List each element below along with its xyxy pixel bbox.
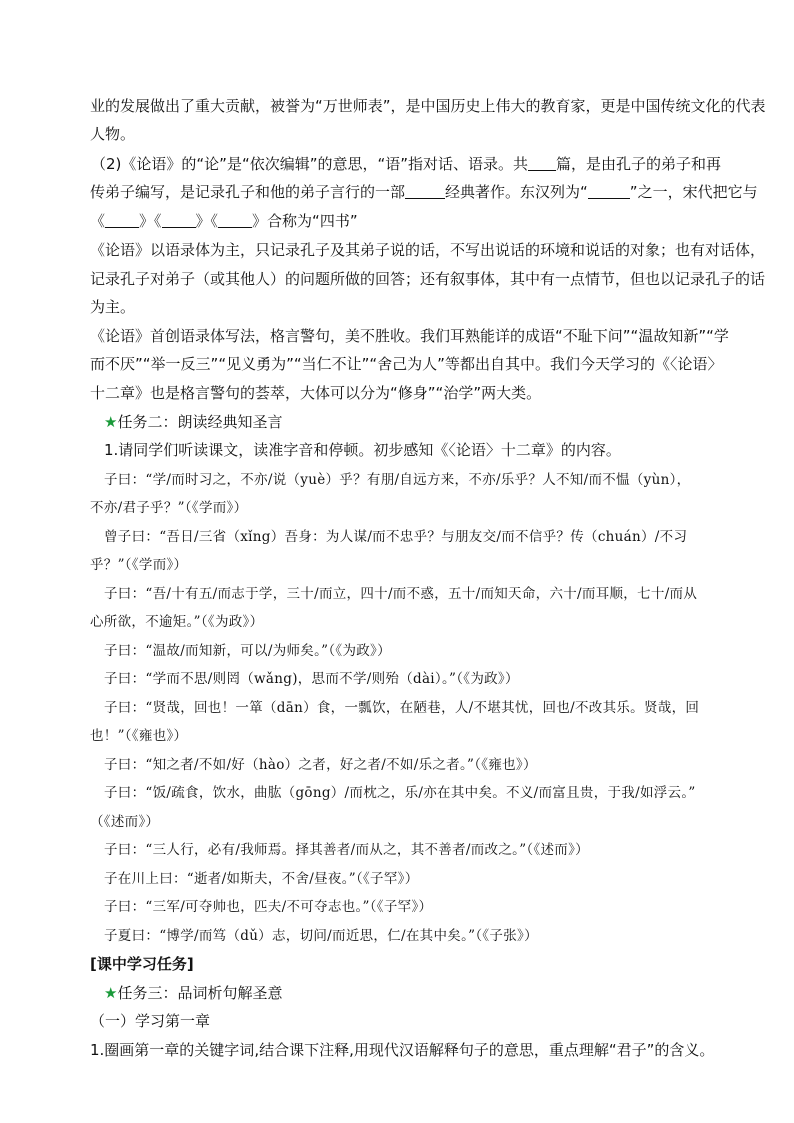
intro-p4-line1: 《论语》首创语录体写法，格言警句，美不胜收。我们耳熟能详的成语“不耻下问”“温故知新”“学 xyxy=(90,327,729,345)
task3-heading xyxy=(104,983,282,1003)
fill-blank[interactable] xyxy=(162,212,196,228)
quote-3-line1: 子曰：“吾/十有五/而志于学，三十/而立，四十/而不惑，五十/而知天命，六十/而耳顺，七十/而从 xyxy=(104,586,698,602)
quote-10: 子在川上曰：“逝者/如斯夫，不舍/昼夜。”（《子罕》） xyxy=(104,871,419,887)
p2-l1-text-b: 篇，是由孔子的弟子和再 xyxy=(556,155,722,173)
quote-3-line2: 心所欲，不逾矩。”（《为政》） xyxy=(90,614,264,630)
intro-p4-line3: 十二章》也是格言警句的荟萃，大体可以分为“修身”“治学”两大类。 xyxy=(90,384,542,402)
p2-l3-text-a: 《 xyxy=(90,212,106,230)
intro-p3-line2: 记录孔子对弟子（或其他人）的问题所做的回答；还有叙事体，其中有一点情节，但也以记录孔子的话 xyxy=(90,270,766,288)
quote-11: 子曰：“三军/可夺帅也，匹夫/不可夺志也。”（《子罕》） xyxy=(104,899,433,915)
quote-8-line2: （《述而》） xyxy=(90,814,160,830)
intro-p2-line1 xyxy=(91,154,721,174)
quote-6-line2: 也！”（《雍也》） xyxy=(90,728,188,744)
quote-1-line2: 不亦/君子乎？”（《学而》） xyxy=(90,500,248,516)
section-heading: [课中学习任务] xyxy=(90,955,194,973)
quote-2-line2: 乎？”（《学而》） xyxy=(90,557,188,573)
quote-4: 子曰：“温故/而知新，可以/为师矣。”（《为政》） xyxy=(104,643,391,659)
intro-p2-line2 xyxy=(90,182,758,202)
fill-blank[interactable] xyxy=(405,183,445,199)
task2-heading xyxy=(104,412,282,432)
intro-p3-line1: 《论语》以语录体为主，只记录孔子及其弟子说的话，不写出说话的环境和说话的对象；也有对话体， xyxy=(90,241,766,259)
star-icon: ★ xyxy=(104,413,118,431)
fill-blank[interactable] xyxy=(218,212,252,228)
task2-title: 任务二：朗读经典知圣言 xyxy=(117,413,283,431)
task3-item1: 1.圈画第一章的关键字词,结合课下注释,用现代汉语解释句子的意思，重点理解“君子”的含义。 xyxy=(90,1041,715,1059)
subsection-1: （一）学习第一章 xyxy=(90,1012,211,1030)
intro-p3-line3: 为主。 xyxy=(90,298,136,316)
quote-6-line1: 子曰：“贤哉，回也！一箪（dān）食，一瓢饮，在陋巷，人/不堪其忧，回也/不改其乐。贤哉，回 xyxy=(104,700,700,716)
p2-l2-text-a: 传弟子编写，是记录孔子和他的弟子言行的一部 xyxy=(90,183,406,201)
quote-1-line1: 子曰：“学/而时习之，不亦/说（yuè）乎？有朋/自远方来，不亦/乐乎？人不知/而不愠（yùn）， xyxy=(104,472,691,488)
quote-2-line1: 曾子曰：“吾日/三省（xǐng）吾身：为人谋/而不忠乎？与朋友交/而不信乎？传（chuán）/不习 xyxy=(104,529,688,545)
p2-l2-text-b: 经典著作。东汉列为“ xyxy=(445,183,588,201)
intro-p4-line2: 而不厌”“举一反三”“见义勇为”“当仁不让”“舍己为人”等都出自其中。我们今天学习的《〈论语〉 xyxy=(90,355,723,373)
quote-7: 子曰：“知之者/不如/好（hào）之者，好之者/不如/乐之者。”（《雍也》） xyxy=(104,757,537,773)
intro-p1-line2: 人物。 xyxy=(90,125,136,143)
star-icon: ★ xyxy=(104,984,118,1002)
quote-5: 子曰：“学而不思/则罔（wǎng)，思而不学/则殆（dài）。”（《为政》） xyxy=(104,671,519,687)
p2-l1-text-a: （2)《论语》的“论”是“依次编辑”的意思，“语”指对话、语录。共 xyxy=(91,155,529,173)
fill-blank[interactable] xyxy=(588,183,630,199)
task3-title: 任务三：品词析句解圣意 xyxy=(117,984,283,1002)
p2-l2-text-c: ”之一，宋代把它与 xyxy=(629,183,758,201)
quote-8-line1: 子曰：“饭/疏食，饮水，曲肱（gōng）/而枕之，乐/亦在其中矣。不义/而富且贵，于我/如浮云。” xyxy=(104,785,696,801)
quote-12: 子夏曰：“博学/而笃（dǔ）志，切问/而近思，仁/在其中矣。”（《子张》） xyxy=(104,928,538,944)
quote-9: 子曰：“三人行，必有/我师焉。择其善者/而从之，其不善者/而改之。”（《述而》） xyxy=(104,842,589,858)
p2-l3-text-d: 》合称为“四书” xyxy=(252,212,358,230)
intro-p2-line3 xyxy=(90,211,358,231)
fill-blank[interactable] xyxy=(528,155,556,171)
fill-blank[interactable] xyxy=(105,212,139,228)
task2-instruction: 1.请同学们听读课文，读准字音和停顿。初步感知《〈论语〉十二章》的内容。 xyxy=(104,441,621,459)
p2-l3-text-c: 》《 xyxy=(195,212,219,230)
p2-l3-text-b: 》《 xyxy=(139,212,162,230)
intro-p1-line1: 业的发展做出了重大贡献，被誉为“万世师表”，是中国历史上伟大的教育家，更是中国传统文化的代表 xyxy=(90,97,766,115)
